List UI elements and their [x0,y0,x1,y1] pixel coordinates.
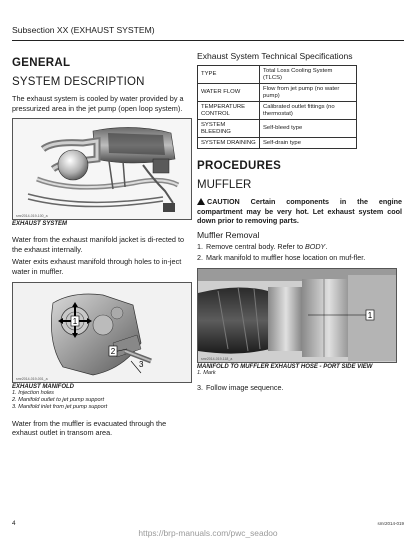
manifold-holes-paragraph: Water exits exhaust manifold through holes to in-ject water in muffler. [12,257,182,276]
muffler-heading: MUFFLER [197,179,252,192]
exhaust-system-figure [12,118,192,220]
system-description-heading: SYSTEM DESCRIPTION [12,76,145,88]
figure-id: smr2014-019-001_a [16,376,48,381]
tech-spec-key: SYSTEM BLEEDING [198,120,260,138]
manifold-jacket-paragraph: Water from the exhaust manifold jacket is di-rected to the exhaust internally. [12,235,185,254]
step-number: 2. [197,253,203,263]
step-text [206,242,327,251]
step-1-text: Remove central body. Refer to [206,242,305,252]
step-text: Follow image sequence. [206,382,284,392]
general-heading: GENERAL [12,57,71,69]
page-number: 4 [12,520,16,527]
tech-spec-row [198,120,357,138]
tech-spec-table [197,65,357,149]
muffler-hose-legend: 1. Mark [197,369,216,376]
step-number: 3. [197,382,203,392]
header-rule [12,40,404,41]
exhaust-system-caption: EXHAUST SYSTEM [12,221,68,228]
tech-spec-title: Exhaust System Technical Specifications [197,51,353,61]
manifold-legend-3: 3. Manifold inlet from jet pump support [12,403,108,410]
tech-spec-key: TYPE [198,66,260,84]
muffler-hose-photo [198,269,397,363]
left-column [12,52,192,438]
tech-spec-row [198,138,357,149]
figure-id: smr2014-019-118_a [201,356,233,361]
muffler-hose-caption: MANIFOLD TO MUFFLER EXHAUST HOSE - PORT SIDE VIEW [197,363,373,370]
exhaust-manifold-illustration [13,283,192,383]
warning-triangle-icon [197,198,205,205]
caution-notice [197,197,402,225]
source-watermark: https://brp-manuals.com/pwc_seadoo [138,528,278,538]
tech-spec-row [198,102,357,120]
step-2 [197,253,402,262]
figure-id: smr2014-019-100_a [16,214,48,219]
manifold-callout-3: 3 [139,359,144,369]
page-header: Subsection XX (EXHAUST SYSTEM) [12,25,155,35]
step-text: Mark manifold to muffler hose location on muf-fler. [206,253,366,263]
manifold-legend-2: 2. Manifold outlet to jet pump support [12,396,105,403]
tech-spec-row [198,84,357,102]
caution-label: CAUTION [207,197,240,207]
manifold-callout-2: 2 [110,346,116,356]
step-3 [197,383,402,392]
tech-spec-value: Self-drain type [260,138,357,149]
hose-callout-1: 1 [367,310,373,320]
step-1-period: . [325,242,328,252]
tech-spec-key: SYSTEM DRAINING [198,138,260,149]
muffler-hose-figure [197,268,397,363]
system-description-paragraph: The exhaust system is cooled by water provided by a pressurized area in the jet pump (open loop system). [12,94,184,113]
tech-spec-value: Total Loss Cooling System (TLCS) [260,66,357,84]
exhaust-system-illustration [13,119,192,220]
manifold-legend-1: 1. Injection holes [12,389,54,396]
tech-spec-value: Flow from jet pump (no water pump) [260,84,357,102]
right-column [197,52,402,392]
caution-text: Certain components in the engine compartment may be very hot. Let exhaust system cool down prior to removing parts. [197,197,403,225]
muffler-evacuation-paragraph: Water from the muffler is evacuated through the exhaust outlet in transom area. [12,418,167,438]
procedures-heading: PROCEDURES [197,160,282,173]
tech-spec-value: Self-bleed type [260,120,357,138]
tech-spec-key: WATER FLOW [198,84,260,102]
step-1 [197,242,402,251]
exhaust-manifold-caption: EXHAUST MANIFOLD [12,383,74,390]
footer-code: smr2014-019 [377,521,404,526]
muffler-removal-heading: Muffler Removal [197,230,260,241]
manifold-callout-1: 1 [72,316,78,326]
step-number: 1. [197,242,203,252]
exhaust-manifold-figure [12,282,192,383]
tech-spec-value: Calibrated outlet fittings (no thermostat) [260,102,357,120]
body-reference-link[interactable]: BODY [304,242,326,252]
tech-spec-row [198,66,357,84]
tech-spec-key: TEMPERATURE CONTROL [198,102,260,120]
